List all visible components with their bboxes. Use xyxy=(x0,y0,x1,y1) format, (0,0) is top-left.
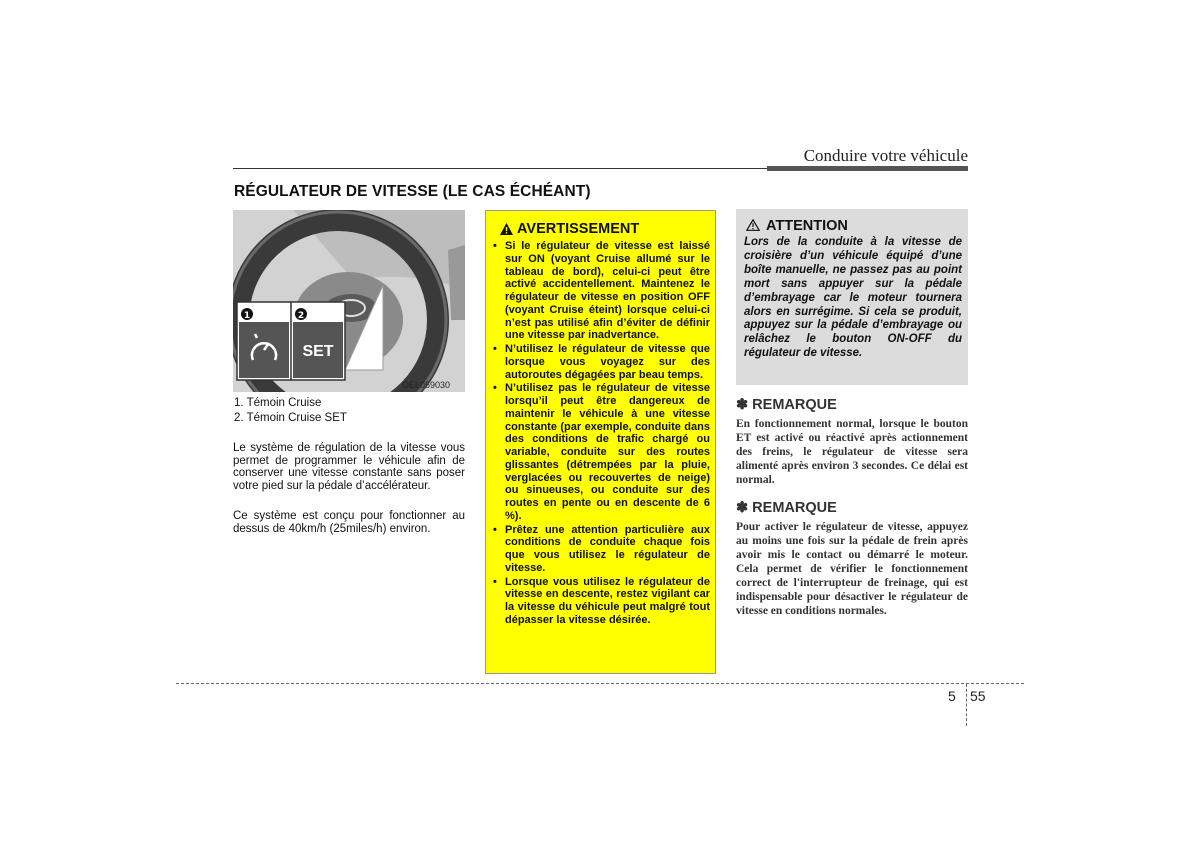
section-title: Conduire votre véhicule xyxy=(803,146,968,165)
warning-box xyxy=(485,210,716,674)
remark-2-title: ✽ REMARQUE xyxy=(736,500,837,516)
header-bar xyxy=(767,166,968,171)
warning-item: • N’utilisez pas le régulateur de vitesse lorsqu’il peut être dangereux de maintenir le véhicule à une vitesse constante (par exemple, conduite dans des conditions de trafic chargé ou variable, conduite sur des routes glissantes (détrempées par la pluie, verglacées ou recouvertes de neige) ou sinueuses, ou conduite sur des routes en pente ou en descente de 6 %). xyxy=(493,382,710,522)
attention-title: ATTENTION xyxy=(746,218,848,235)
page-number: 55 xyxy=(970,688,986,704)
remark-1-body: En fonctionnement normal, lorsque le bouton ET est activé ou réactivé après actionnement des freins, le régulateur de vitesse sera alimenté après environ 3 secondes. Ce délai est normal. xyxy=(736,418,968,486)
warning-item: • Si le régulateur de vitesse est laissé sur ON (voyant Cruise allumé sur le tableau de bord), celui-ci peut être activé accidentellement. Maintenez le régulateur de vitesse en position OFF (voyant Cruise éteint) lorsque celui-ci n’est pas utilisé afin d’éviter de définir une vitesse par inadvertance. xyxy=(493,240,710,342)
body-paragraph-2: Ce système est conçu pour fonctionner au dessus de 40km/h (25miles/h) environ. xyxy=(233,510,465,535)
callout-2-label: 2 xyxy=(297,311,305,321)
caution-triangle-icon xyxy=(746,219,760,235)
chapter-number: 5 xyxy=(948,688,956,704)
caption-1: 1. Témoin Cruise xyxy=(234,397,322,409)
remark-1-title: ✽ REMARQUE xyxy=(736,397,837,413)
attention-body: Lors de la conduite à la vitesse de croisière d’un véhicule équipé d’une boîte manuelle, ne passez pas au point mort sans appuyer sur la pédale d’embrayage car le moteur tournera alors en surrégime. Si cela se produit, appuyez sur la pédale d’embrayage ou relâchez le bouton ON-OFF du régulateur de vitesse. xyxy=(744,236,962,360)
set-label: SET xyxy=(302,343,334,360)
warning-triangle-icon xyxy=(500,223,513,239)
attention-box xyxy=(736,209,968,385)
remark-2-body: Pour activer le régulateur de vitesse, appuyez au moins une fois sur la pédale de frein après avoir mis le contact ou démarré le moteur. Cela permet de vérifier le fonctionnement correct de l'interrupteur de freinage, qui est indispensable pour désactiver le régulateur de vitesse en conditions normales. xyxy=(736,521,968,617)
warning-title: AVERTISSEMENT xyxy=(500,221,639,239)
warning-item: • Prêtez une attention particulière aux conditions de conduite chaque fois que vous utilisez le régulateur de vitesse. xyxy=(493,523,710,574)
steering-wheel-figure xyxy=(233,210,465,392)
caption-2: 2. Témoin Cruise SET xyxy=(234,412,347,424)
warning-list xyxy=(491,240,710,628)
warning-item: • N’utilisez le régulateur de vitesse que lorsque vous voyagez sur des autoroutes dégagées par beau temps. xyxy=(493,343,710,381)
page-heading: RÉGULATEUR DE VITESSE (LE CAS ÉCHÉANT) xyxy=(234,183,591,200)
warning-item: • Lorsque vous utilisez le régulateur de vitesse en descente, restez vigilant car la vitesse du véhicule peut malgré tout dépasser la vitesse désirée. xyxy=(493,575,710,626)
body-paragraph-1: Le système de régulation de la vitesse vous permet de programmer le véhicule afin de conserver une vitesse constante sans poser votre pied sur la pédale d’accélérateur. xyxy=(233,442,465,492)
figure-code: OEL059030 xyxy=(402,380,451,390)
callout-1-label: 1 xyxy=(243,311,251,321)
page-divider xyxy=(966,684,967,726)
footer-rule xyxy=(176,683,1024,684)
steering-wheel-illustration xyxy=(233,210,465,392)
